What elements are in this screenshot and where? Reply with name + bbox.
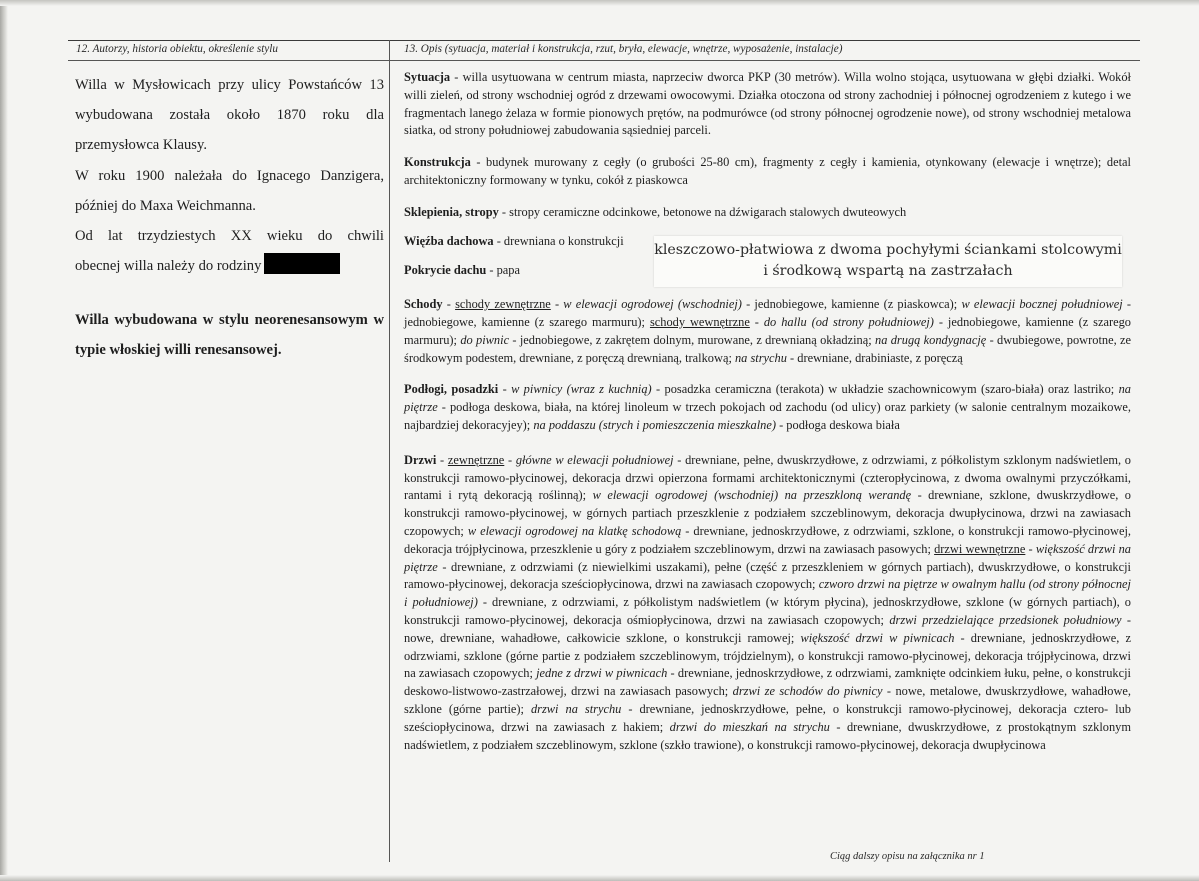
doors-location: drzwi przedzielające przedsionek południowy (889, 612, 1122, 627)
construction-paragraph (404, 154, 1131, 190)
doors-text: - (504, 452, 516, 467)
doors-text: - drewniane, jednoskrzydłowe, pełne, o konstrukcji ramowo-płycinowej, dekoracja cztero- lub sześciopłycinowa, drzwi na zawiasach z hakiem; (404, 701, 1131, 734)
header-rule-bottom (68, 60, 1140, 61)
history-line: Od lat trzydziestych XX wieku do chwili (75, 228, 384, 245)
stairs-text: - jednobiegowe, z zakrętem dolnym, murowane, z drewnianą okładziną; (509, 332, 876, 347)
floors-text: - posadzka ceramiczna (terakota) w układzie szachownicowym (szaro-biała) oraz lastriko; (651, 382, 1119, 397)
scan-edge-top (0, 0, 1199, 6)
stairs-text: - jednobiegowe, kamienne (z szarego marmuru); (404, 297, 1131, 329)
floors-location: na poddaszu (strych i pomieszczenia mieszkalne) (533, 417, 776, 432)
doors-location: drzwi na strychu (530, 701, 622, 716)
doors-location: główne w elewacji południowej (515, 452, 674, 467)
doors-text: - drewniane, dwuskrzydłowe, z prostokątnym szklonym nadświetlem, z podziałem szczeblinowym, szklone (szkło trawione), o konstrukcji ramowo-płycinowej, dekoracja dwupłycinowa (404, 719, 1131, 752)
history-line: przemysłowca Klausy. (75, 137, 207, 154)
doors-text: - drewniane, jednoskrzydłowe, z odrzwiami, szklone (górne partie z podziałem szczeblinowym, trójdzielnym), o konstrukcji ramowo-płycinowej, dekoracja trójpłycinowa, drzwi na zawiasach czopowych; (404, 630, 1131, 681)
history-line: później do Maxa Weichmanna. (75, 197, 256, 214)
stairs-text: - drewniane, drabiniaste, z poręczą (786, 350, 963, 365)
doors-text: - drewniane, pełne, dwuskrzydłowe, z odrzwiami, z półkolistym szklonym nadświetlem, o konstrukcji ramowo-płycinowej, dekoracja drzwi opierzona formami architektonicznymi (czteropłycinowa, z dwoma owalnymi przyczółkami, rantami i rytą dekoracją roślinną); (404, 452, 1132, 503)
doors-location: jedne z drzwi w piwnicach (536, 666, 668, 681)
stairs-subhead: schody wewnętrzne (649, 314, 750, 329)
section-13-header: 13. Opis (sytuacja, materiał i konstrukcja, rzut, bryła, elewacje, wnętrze, wyposażenie, instalacje) (404, 43, 843, 55)
vaults-paragraph (404, 204, 1131, 222)
floors-location: na piętrze (404, 382, 1131, 415)
doors-location: drzwi ze schodów do piwnicy (732, 684, 883, 699)
floors-text: - podłoga deskowa biała (775, 417, 900, 432)
doors-text: - nowe, drewniane, wahadłowe, całkowicie szklone, o konstrukcji ramowej; (404, 612, 1131, 645)
roof-truss-label: Więźba dachowa (404, 233, 494, 248)
stairs-location: w elewacji ogrodowej (wschodniej) (563, 297, 742, 312)
stairs-text: - jednobiegowe, kamienne (z piaskowca); (741, 297, 962, 312)
doors-location: w elewacji ogrodowej (wschodniej) na przeszkloną werandę (592, 488, 912, 503)
construction-label: Konstrukcja (404, 155, 471, 170)
roofing-text: - papa (486, 263, 520, 278)
doors-text: - drewniane, jednoskrzydłowe, z odrzwiami, szklone, o konstrukcji ramowo-płycinowej, dekoracja trójpłycinowa, przeszklenie u góry z podziałem szczeblinowym, drzwi na zawiasach pasowych; (404, 523, 1131, 556)
doors-location: czworo drzwi na piętrze w owalnym hallu (od strony północnej i południowej) (404, 577, 1131, 610)
vaults-label: Sklepienia, stropy (404, 204, 499, 219)
situation-label: Sytuacja (404, 70, 451, 84)
doors-label: Drzwi (404, 452, 437, 467)
floors-location: w piwnicy (wraz z kuchnią) (511, 382, 652, 397)
stairs-text: - (550, 297, 564, 312)
stairs-location: do piwnic (460, 332, 510, 347)
vaults-text: - stropy ceramiczne odcinkowe, betonowe na dźwigarach stalowych dwuteowych (498, 204, 907, 219)
history-line-owner (75, 251, 384, 281)
floors-text: - podłoga deskowa, biała, na której linoleum w trzech pokojach od zachodu (od ulicy) oraz parkiety (w salonie centralnym mozaikowe, najbardziej dekoracyjey); (404, 400, 1131, 432)
doors-location: drzwi do mieszkań na strychu (669, 719, 830, 734)
floors-label: Podłogi, posadzki (404, 382, 499, 397)
doors-location: w elewacji ogrodowej na klatkę schodową (467, 523, 682, 538)
floors-paragraph (404, 381, 1131, 434)
stairs-label: Schody (404, 297, 443, 312)
continued-note: Ciąg dalszy opisu na załącznika nr 1 (830, 851, 985, 862)
header-rule-top (68, 40, 1140, 41)
stairs-location: do hallu (od strony południowej) (763, 314, 934, 329)
roof-truss-text: - drewniana o konstrukcji (493, 233, 624, 248)
construction-text: - budynek murowany z cegły (o grubości 25-80 cm), fragmenty z cegły i kamienia, otynkowany (elewacje i wnętrze); detal architektoniczny formowany w tynku, cokół z piaskowca (404, 155, 1131, 187)
description-column (404, 69, 1131, 754)
doors-text: - nowe, metalowe, dwuskrzydłowe, wahadłowe, szklone (górne partie); (404, 684, 1131, 716)
doors-text: - (436, 452, 448, 467)
situation-paragraph (404, 69, 1131, 140)
history-line-text: obecnej willa należy do rodziny (75, 258, 262, 275)
scan-edge-left (0, 0, 8, 881)
doors-paragraph (404, 452, 1131, 755)
doors-text: - (1025, 541, 1036, 556)
stairs-location: w elewacji bocznej południowej (961, 297, 1123, 312)
history-line: wybudowana została około 1870 roku dla (75, 107, 384, 124)
overlay-line: kleszczowo-płatwiowa z dwoma pochyłymi ściankami stolcowymi (654, 242, 1122, 258)
doors-subhead: zewnętrzne (447, 452, 505, 467)
doors-text: - drewniane, szklone, dwuskrzydłowe, o konstrukcji ramowo-płycinowej, w górnych partiach przeszklenie z podziałem szczeblinowym, dekoracja dwupłycinowa, drzwi na zawiasach czopowych; (404, 488, 1132, 538)
doors-text: - drewniane, z odrzwiami, z półkolistym nadświetlem (w którym płycina), jednoskrzydłowe, szklone (w górnych partiach), o konstrukcji ramowo-płycinowej, dekoracja ośmiopłycinowa, drzwi na zawiasach czopowych; (404, 595, 1131, 627)
stairs-text: - dwubiegowe, powrotne, ze środkowym podestem, drewniane, z poręczą drewnianą, tralkową; (404, 332, 1132, 365)
stairs-subhead: schody zewnętrzne (455, 297, 551, 312)
stairs-location: na drugą kondygnację (875, 332, 987, 347)
redaction-box (264, 253, 340, 274)
stairs-location: na strychu (734, 350, 787, 365)
stairs-text: - jednobiegowe, kamienne (z szarego marmuru); (404, 314, 1131, 347)
style-statement: Willa wybudowana w stylu neorenesansowym w typie włoskiej willi renesansowej. (75, 312, 384, 358)
stairs-paragraph (404, 296, 1131, 367)
situation-text: - willa usytuowana w centrum miasta, naprzeciw dworca PKP (30 metrów). Willa wolno stojąca, usytuowana w głębi działki. Wokół willi zieleń, od strony wschodniej ogród z drzewami owocowymi. Działka otoczona od strony zachodniej i północnej ogrodzeniem z kutego i we fragmentach lanego żelaza w formie pionowych prętów, na podmurówce (od strony północnej ogrodzenie nowe), od strony wschodniej metalowa siatka, od strony południowej zabudowania sąsiedniej parceli. (404, 70, 1131, 138)
history-line: Willa w Mysłowicach przy ulicy Powstańców 13 (75, 77, 384, 93)
overlay-line: i środkową wspartą na zastrzałach (763, 263, 1013, 279)
section-12-header: 12. Autorzy, historia obiektu, określenie stylu (76, 43, 278, 55)
history-column (75, 70, 384, 365)
history-line: W roku 1900 należała do Ignacego Danzigera, (75, 167, 384, 184)
doors-text: - drewniane, jednoskrzydłowe, z odrzwiami, zamknięte odcinkiem łuku, pełne, o konstrukcji deskowo-listwowo-zastrzałowej, drzwi na zawiasach pasowych; (404, 666, 1131, 699)
stairs-text: - (442, 297, 456, 312)
floors-text: - (498, 382, 512, 397)
doors-text: - drewniane, z odrzwiami (z niewielkimi uszakami), pełne (część z przeszkleniem w górnych partiach), dwuskrzydłowe, o konstrukcji ramowo-płycinowej, dekoracja sześciopłycinowa, drzwi na zawiasach czopowych; (404, 559, 1131, 592)
roofing-label: Pokrycie dachu (404, 263, 487, 278)
scan-edge-bottom (0, 875, 1199, 881)
stairs-text: - (749, 314, 764, 329)
doors-subhead: drzwi wewnętrzne (934, 541, 1026, 556)
roof-truss-overlay-note (654, 236, 1122, 287)
column-divider (389, 40, 390, 862)
doors-location: większość drzwi w piwnicach (800, 630, 955, 645)
doors-location: większość drzwi na piętrze (404, 541, 1132, 574)
